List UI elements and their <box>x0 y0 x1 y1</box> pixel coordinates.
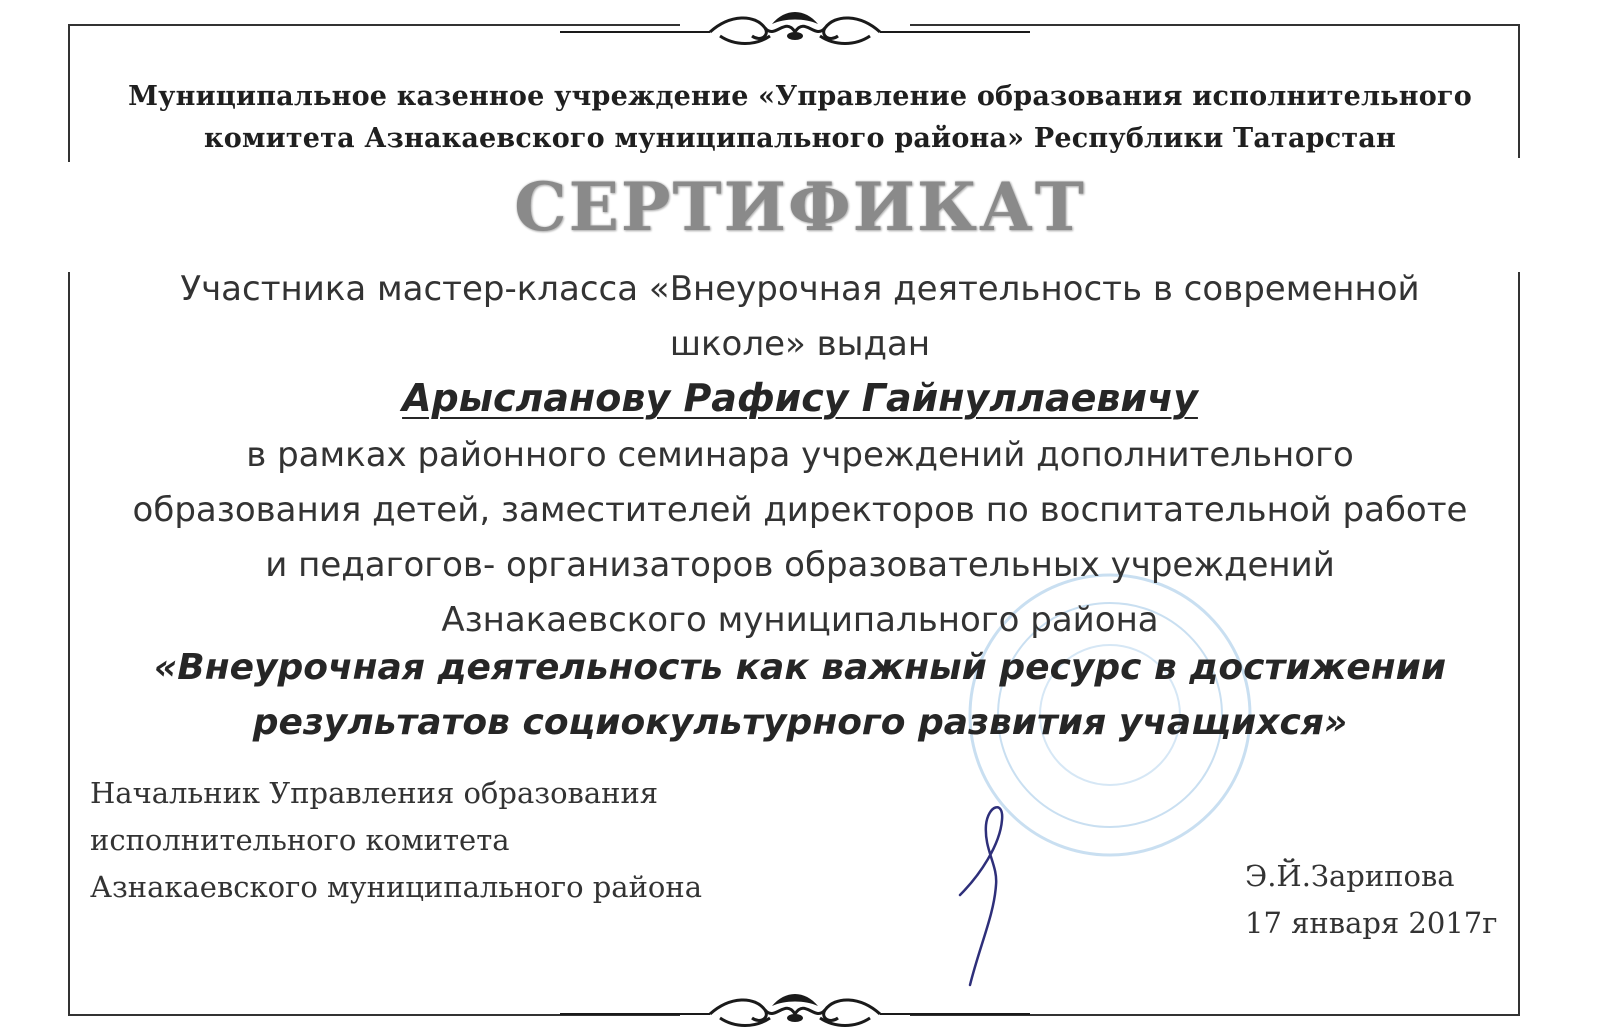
intro-text <box>90 262 1510 372</box>
organization-header <box>80 76 1520 160</box>
signer-name: Э.Й.Зарипова <box>1245 859 1455 893</box>
context-line-1: в рамках районного семинара учреждений дополнительного <box>246 435 1354 475</box>
organization-line-2: комитета Азнакаевского муниципального района» Республики Татарстан <box>204 123 1396 154</box>
frame-left-upper <box>68 24 70 162</box>
certificate-title: СЕРТИФИКАТ <box>514 168 1086 246</box>
organization-line-1: Муниципальное казенное учреждение «Управление образования исполнительного <box>128 81 1472 112</box>
signer-line-3: Азнакаевского муниципального района <box>90 870 703 904</box>
theme-line-1: «Внеурочная деятельность как важный ресурс в достижении <box>153 647 1447 688</box>
signature-icon <box>940 795 1050 995</box>
scroll-ornament-icon <box>560 6 1030 50</box>
signer-position <box>90 770 702 911</box>
recipient-name <box>0 376 1600 420</box>
intro-line-2: школе» выдан <box>669 324 931 364</box>
context-line-3: и педагогов- организаторов образовательных учреждений <box>265 545 1335 585</box>
context-text <box>90 428 1510 648</box>
intro-line-1: Участника мастер-класса «Внеурочная деятельность в современной <box>180 269 1420 309</box>
context-line-2: образования детей, заместителей директоров по воспитательной работе <box>132 490 1468 530</box>
seminar-theme <box>100 640 1500 750</box>
recipient-name-text: Арысланову Рафису Гайнуллаевичу <box>402 376 1198 420</box>
scroll-ornament-icon <box>560 990 1030 1034</box>
theme-line-2: результатов социокультурного развития учащихся» <box>252 702 1348 743</box>
signer-line-1: Начальник Управления образования <box>90 776 659 810</box>
certificate-date: 17 января 2017г <box>1245 906 1498 940</box>
signer-name-date <box>1245 853 1497 947</box>
signer-line-2: исполнительного комитета <box>90 823 510 857</box>
context-line-4: Азнакаевского муниципального района <box>441 600 1159 640</box>
